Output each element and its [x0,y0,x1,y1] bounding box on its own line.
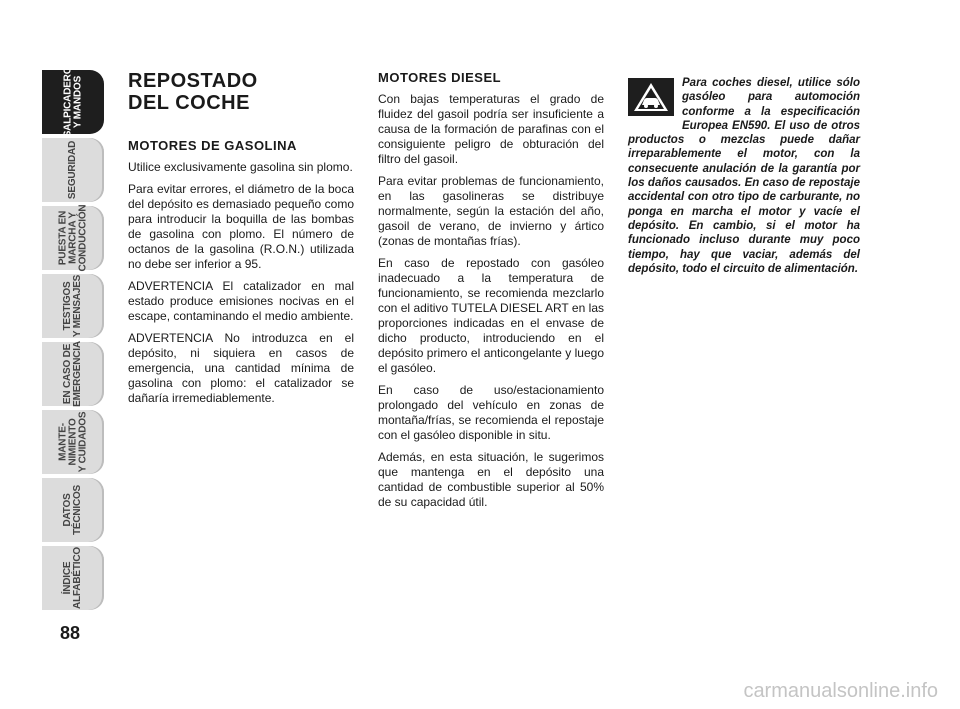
section-heading-diesel: MOTORES DIESEL [378,70,502,85]
warning-triangle-car-icon [628,78,674,116]
paragraph: Utilice exclusivamente gasolina sin plomo. [128,160,353,174]
page-number: 88 [59,623,81,643]
paragraph: En caso de repostado con gasóleo inadecuado a la temperatura de funcionamiento, se recomienda mezclarlo con el aditivo TUTELA DIESEL ART en las proporciones indicadas en el envase de dicho producto, introduciendo en el depósito primero el anticongelante y luego el gasóleo. [378,256,604,375]
column-diesel [378,70,604,517]
tab-label: EN CASO DE EMERGENCIA [62,341,84,407]
section-heading-gasoline: MOTORES DE GASOLINA [128,138,297,153]
paragraph: Además, en esta situación, le sugerimos que mantenga en el depósito una cantidad de combustible superior al 50% de su capacidad útil. [378,450,604,509]
page-title [128,70,354,114]
tab-label: SEGURIDAD [67,140,78,200]
tab-datos-tecnicos[interactable] [42,478,104,542]
paragraph: En caso de uso/estacionamiento prolongado del vehículo en zonas de montaña/frías, se recomienda el repostaje con el gasóleo disponible in situ. [378,383,604,442]
title-line-2: DEL COCHE [128,92,250,114]
paragraph: ADVERTENCIA No introduzca en el depósito, ni siquiera en casos de emergencia, una cantidad mínima de gasolina con plomo: el catalizador se dañaría irremediablemente. [128,331,354,405]
tab-label: DATOS TÉCNICOS [61,484,83,536]
tab-label: TESTIGOS Y MENSAJES [62,274,84,338]
title-line-1: REPOSTADO [128,70,258,92]
warning-box [628,76,860,283]
tab-label: PUESTA EN MARCHA Y CONDUCCIÓN [57,204,89,272]
tab-puesta-en-marcha[interactable] [42,206,104,270]
tab-testigos-y-mensajes[interactable] [42,274,104,338]
tab-indice-alfabetico[interactable] [42,546,104,610]
tab-mantenimiento[interactable] [42,410,104,474]
paragraph: Para evitar errores, el diámetro de la boca del depósito es demasiado pequeño como para introducir la boquilla de las bombas de gasolina con plomo. El número de octanos de la gasolina (R.O.N.) utilizada no debe ser inferior a 95. [128,182,354,271]
warning-text: Para coches diesel, utilice sólo gasóleo para automoción conforme a la especificación Europea EN590. El uso de otros productos o mezclas puede dañar irreparablemente el motor, con la consecuente anulación de la garantía por los daños causados. En caso de repostaje accidental con otro tipo de carburante, no ponga en marcha el motor y vacíe el depósito. En cambio, si el motor ha funcionado incluso durante muy poco tiempo, hay que vaciar, además del depósito, todo el circuito de alimentación. [628,77,860,275]
tab-label: ÍNDICE ALFABÉTICO [61,547,83,609]
tab-en-caso-de-emergencia[interactable] [42,342,104,406]
tab-salpicadero-y-mandos[interactable] [42,66,104,138]
watermark: carmanualsonline.info [743,680,938,702]
tab-seguridad[interactable] [42,138,104,202]
tab-label: MANTE- NIMIENTO Y CUIDADOS [56,411,88,473]
paragraph: ADVERTENCIA El catalizador en mal estado produce emisiones nocivas en el escape, contaminando el medio ambiente. [128,279,354,323]
column-gasoline [128,70,354,413]
paragraph: Con bajas temperaturas el grado de fluidez del gasoil podría ser insuficiente a causa de la formación de parafinas con el consiguiente peligro de obturación del filtro del gasoil. [378,92,604,166]
paragraph: Para evitar problemas de funcionamiento, en las gasolineras se distribuye normalmente, según la estación del año, gasoil de verano, de invierno y ártico (zonas de montañas frías). [378,174,604,248]
tab-label: SALPICADERO Y MANDOS [62,66,83,138]
